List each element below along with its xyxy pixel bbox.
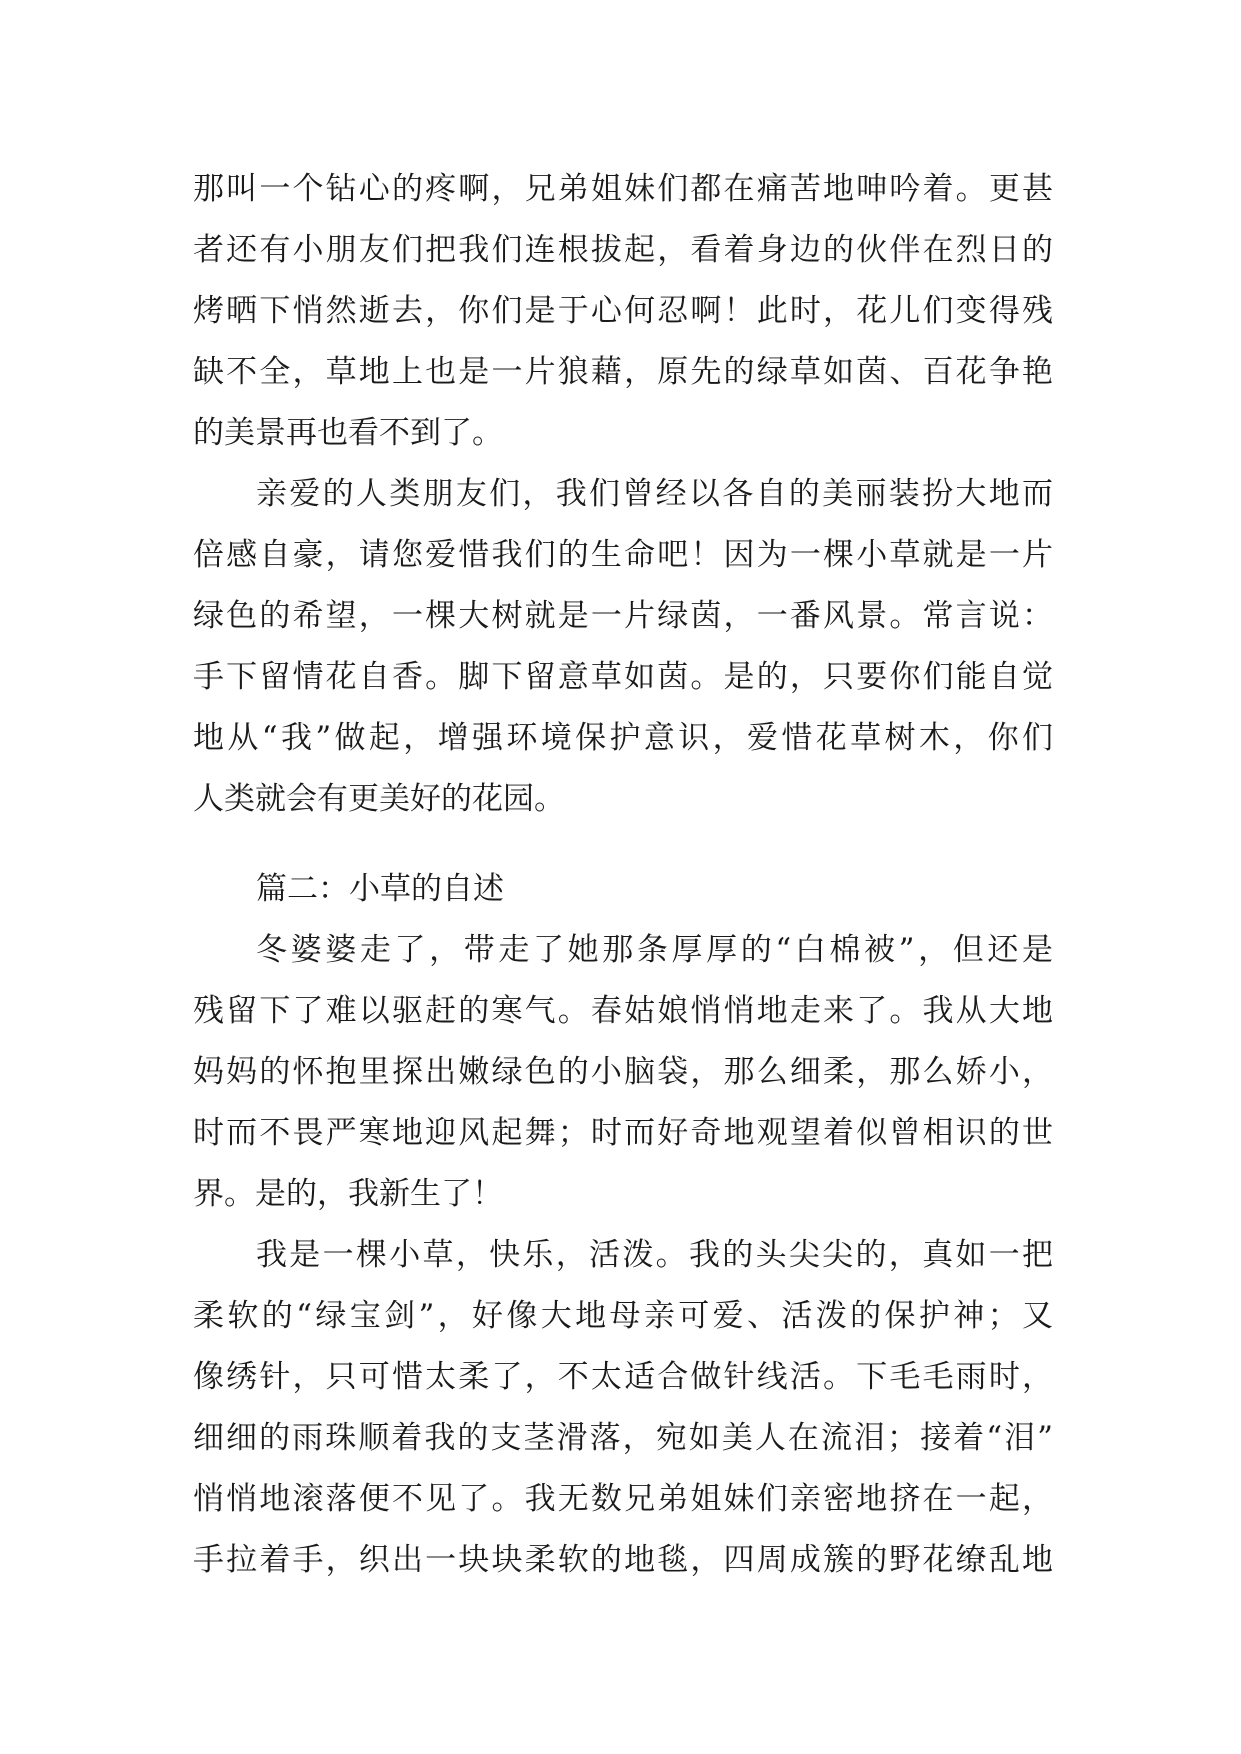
text-line: 妈妈的怀抱里探出嫩绿色的小脑袋，那么细柔，那么娇小，: [193, 1054, 1053, 1090]
paragraph: [193, 1225, 1053, 1591]
text-line: 我是一棵小草，快乐，活泼。我的头尖尖的，真如一把: [256, 1237, 1053, 1273]
text-line: 冬婆婆走了，带走了她那条厚厚的“白棉被”，但还是: [256, 932, 1053, 968]
text-line: 手拉着手，织出一块块柔软的地毯，四周成簇的野花缭乱地: [193, 1542, 1053, 1578]
text-line: 悄悄地滚落便不见了。我无数兄弟姐妹们亲密地挤在一起，: [193, 1481, 1053, 1517]
text-line: 倍感自豪，请您爱惜我们的生命吧！因为一棵小草就是一片: [193, 537, 1053, 573]
section-two: [193, 859, 1053, 1591]
text-line: 柔软的“绿宝剑”，好像大地母亲可爱、活泼的保护神；又: [193, 1298, 1053, 1334]
text-line: 者还有小朋友们把我们连根拔起，看着身边的伙伴在烈日的: [193, 232, 1053, 268]
paragraph: [193, 464, 1053, 830]
text-line: 细细的雨珠顺着我的支茎滑落，宛如美人在流泪；接着“泪”: [193, 1420, 1053, 1456]
paragraph: [193, 159, 1053, 464]
text-line: 界。是的，我新生了！: [193, 1176, 503, 1212]
text-line: 亲爱的人类朋友们，我们曾经以各自的美丽装扮大地而: [256, 476, 1053, 512]
text-line: 烤晒下悄然逝去，你们是于心何忍啊！此时，花儿们变得残: [193, 293, 1053, 329]
paragraph: [193, 920, 1053, 1225]
section-one: [193, 159, 1053, 830]
text-line: 人类就会有更美好的花园。: [193, 781, 565, 817]
text-line: 绿色的希望，一棵大树就是一片绿茵，一番风景。常言说：: [193, 598, 1053, 634]
text-line: 那叫一个钻心的疼啊，兄弟姐妹们都在痛苦地呻吟着。更甚: [193, 171, 1053, 207]
section-heading: 篇二：小草的自述: [256, 871, 504, 907]
text-line: 地从“我”做起，增强环境保护意识，爱惜花草树木，你们: [193, 720, 1053, 756]
text-line: 残留下了难以驱赶的寒气。春姑娘悄悄地走来了。我从大地: [193, 993, 1053, 1029]
text-line: 缺不全，草地上也是一片狼藉，原先的绿草如茵、百花争艳: [193, 354, 1053, 390]
text-line: 时而不畏严寒地迎风起舞；时而好奇地观望着似曾相识的世: [193, 1115, 1053, 1151]
text-line: 手下留情花自香。脚下留意草如茵。是的，只要你们能自觉: [193, 659, 1053, 695]
text-line: 像绣针，只可惜太柔了，不太适合做针线活。下毛毛雨时，: [193, 1359, 1053, 1395]
text-line: 的美景再也看不到了。: [193, 415, 503, 451]
